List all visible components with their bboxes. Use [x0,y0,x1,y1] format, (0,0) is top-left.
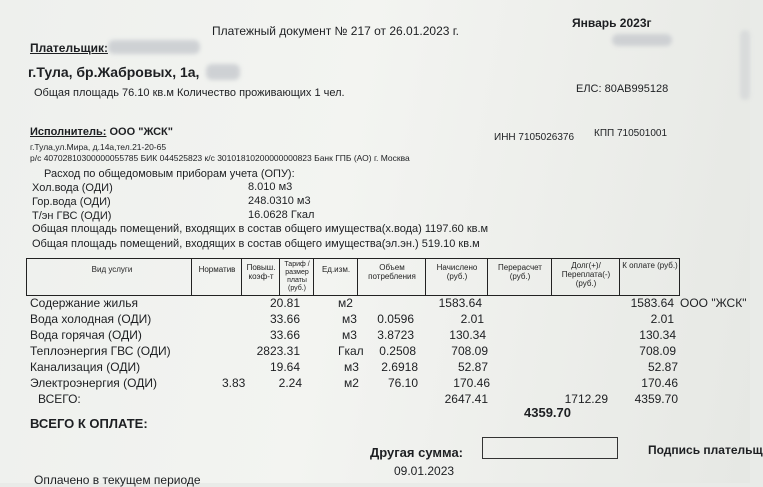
row-service: Вода холодная (ОДИ) [30,312,152,326]
header-recalc: Перерасчет (руб.) [498,263,542,281]
row-note: ООО "ЖСК" [680,296,747,310]
payer-label: Плательщик: [30,41,108,55]
row-tariff: 2823.31 [256,344,300,358]
executor-inn: ИНН 7105026376 [494,132,575,143]
row-volume: 3.8723 [377,328,414,342]
executor-address: г.Тула,ул.Мира, д.14а,тел.21-20-65 [30,142,167,152]
row-service: Канализация (ОДИ) [30,360,141,374]
table-row [0,312,750,328]
row-unit: Гкал [338,344,364,358]
payment-date: 09.01.2023 [394,464,455,478]
row-volume: 0.2508 [379,344,416,358]
row-service: Электроэнергия (ОДИ) [30,376,157,390]
table-row [0,296,750,312]
row-charged: 130.34 [449,328,486,342]
header-unit: Ед.изм. [321,265,351,274]
row-tariff: 2.24 [278,376,302,390]
signature-label: Подпись плательщ [648,443,763,457]
row-charged: 2.01 [460,312,484,326]
redacted-apartment [206,64,240,80]
row-tariff: 33.66 [269,328,300,342]
row-unit: м3 [344,360,359,374]
redacted-stamp [612,34,672,46]
row-topay: 1583.64 [630,296,674,310]
meter-cold-label: Хол.вода (ОДИ) [32,182,113,194]
total-debt: 1712.29 [564,392,608,406]
row-service: Теплоэнергия ГВС (ОДИ) [30,344,171,358]
executor-kpp: КПП 710501001 [594,128,668,139]
row-tariff: 19.64 [269,360,300,374]
total-label: ВСЕГО: [38,392,81,406]
row-charged: 52.87 [457,360,488,374]
row-unit: м3 [342,312,357,326]
other-sum-field[interactable] [482,437,618,459]
other-sum-label: Другая сумма: [370,445,464,460]
total-topay: 4359.70 [634,392,678,406]
totals-row [0,392,750,408]
header-topay: К оплате (руб.) [622,261,678,270]
meter-cold-value: 8.010 м3 [248,181,293,193]
row-unit: м3 [342,328,357,342]
header-coef: Повыш. коэф-т [246,263,276,281]
header-charged: Начислено (руб.) [436,263,478,281]
row-tariff: 20.81 [269,296,300,310]
executor-label-block [30,126,173,138]
payer-address: г.Тула, бр.Жабровых, 1а, [28,64,200,80]
pay-total-value: 4359.70 [524,405,571,420]
paid-period-label: Оплачено в текущем периоде [34,473,201,487]
row-unit: м2 [338,296,353,310]
header-volume: Объем потребления [368,263,416,281]
redacted-payer-name [108,40,200,54]
document-title: Платежный документ № 217 от 26.01.2023 г. [212,24,460,38]
total-charged: 2647.41 [444,392,488,406]
meter-hot-value: 248.0310 м3 [248,195,311,207]
executor-name: ООО "ЖСК" [109,126,173,138]
header-service: Вид услуги [91,265,133,274]
row-topay: 708.09 [639,344,676,358]
row-topay: 52.87 [647,360,678,374]
table-row [0,344,750,360]
row-volume: 76.10 [387,376,418,390]
executor-label: Исполнитель: [30,126,107,138]
row-unit: м2 [344,376,359,390]
row-volume: 0.0596 [377,312,414,326]
table-row [0,376,750,392]
area-power-line: Общая площадь помещений, входящих в состав общего имущества(эл.эн.) 519.10 кв.м [32,238,480,250]
row-service: Вода горячая (ОДИ) [30,328,142,342]
table-row [0,360,750,376]
table-row [0,328,750,344]
meter-hot-label: Гор.вода (ОДИ) [32,196,111,208]
row-volume: 2.6918 [381,360,418,374]
pay-total-label: ВСЕГО К ОПЛАТЕ: [30,416,148,431]
executor-bank: р/с 40702810300000055785 БИК 044525823 к/с 30101810200000000823 Банк ГПБ (АО) г. Москва [30,153,410,163]
header-norm: Норматив [198,265,236,274]
header-debt: Долг(+)/ Переплата(-) (руб.) [561,261,611,288]
row-coef: 3.83 [222,376,246,390]
row-service: Содержание жилья [30,296,138,310]
header-tariff: Тариф /размер платы (руб.) [284,261,310,292]
row-charged: 708.09 [451,344,488,358]
redacted-edge [740,30,750,100]
row-tariff: 33.66 [269,312,300,326]
row-charged: 170.46 [453,376,490,390]
els-number: ЕЛС: 80АВ995128 [576,83,669,95]
charges-table-header [26,258,680,296]
area-water-line: Общая площадь помещений, входящих в состав общего имущества(х.вода) 1197.60 кв.м [32,223,489,235]
meter-heat-label: Т/эн ГВС (ОДИ) [32,210,112,222]
document-month: Январь 2023г [572,16,652,30]
area-line: Общая площадь 76.10 кв.м Количество проживающих 1 чел. [34,87,345,99]
row-topay: 170.46 [641,376,678,390]
row-topay: 130.34 [639,328,676,342]
row-charged: 1583.64 [438,296,482,310]
meters-heading: Расход по общедомовым приборам учета (ОПУ): [44,168,295,180]
row-topay: 2.01 [650,312,674,326]
meter-heat-value: 16.0628 Гкал [248,209,315,221]
